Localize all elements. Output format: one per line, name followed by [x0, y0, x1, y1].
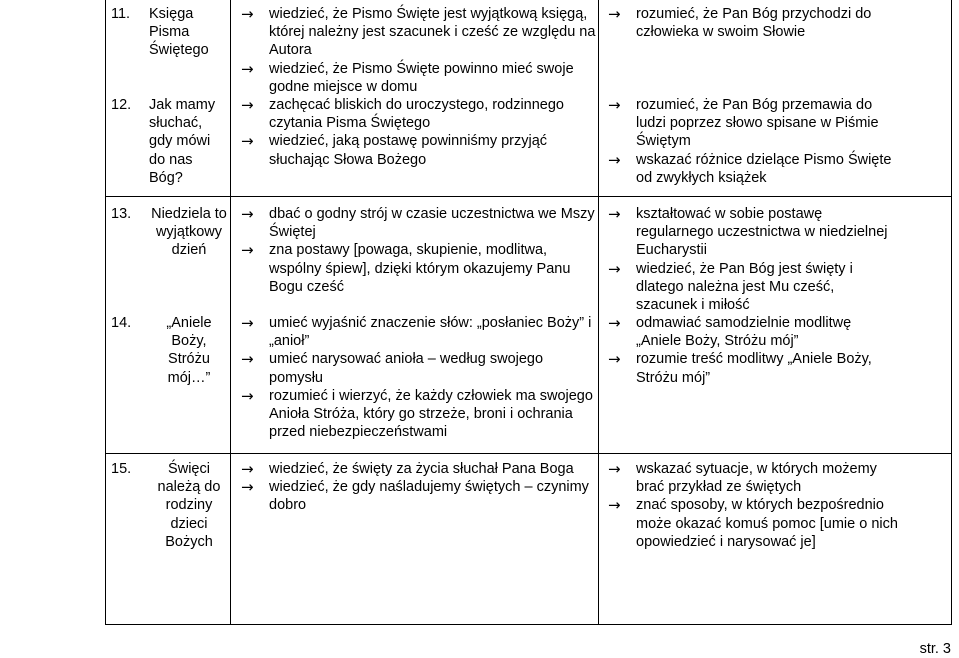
row-divider-1: [105, 196, 952, 197]
right-arrow-icon: →: [241, 460, 254, 478]
column-divider-1: [230, 0, 231, 625]
list-item: [608, 151, 898, 187]
right-arrow-icon: →: [608, 150, 621, 169]
table-border-bottom: [105, 624, 952, 625]
list-item-text: rozumie treść modlitwy „Aniele Boży, Stróżu mój”: [636, 351, 872, 386]
list-item: [241, 132, 596, 168]
right-arrow-icon: →: [241, 205, 254, 223]
right-arrow-icon: →: [608, 496, 621, 515]
list-item: [241, 96, 596, 132]
list-item: [241, 205, 596, 241]
right-arrow-icon: →: [608, 314, 621, 332]
right-arrow-icon: →: [608, 460, 621, 478]
right-arrow-icon: →: [241, 478, 254, 497]
list-item: [608, 260, 898, 315]
list-item: [608, 314, 898, 350]
requirements-list: [241, 460, 596, 515]
list-item-text: odmawiać samodzielnie modlitwę „Aniele Boży, Stróżu mój”: [636, 315, 852, 350]
right-arrow-icon: →: [241, 386, 254, 405]
topic-number: 14.: [111, 315, 132, 331]
list-item-text: umieć narysować anioła – według swojego pomysłu: [269, 351, 544, 386]
right-arrow-icon: →: [241, 314, 254, 332]
list-item-text: zachęcać bliskich do uroczystego, rodzinnego czytania Pisma Świętego: [269, 97, 564, 132]
list-item: [608, 205, 898, 260]
list-item-text: zna postawy [powaga, skupienie, modlitwa, wspólny śpiew], dzięki którym okazujemy Panu Bogu cześć: [269, 242, 571, 295]
table-border-left: [105, 0, 106, 625]
requirements-list: [608, 96, 898, 187]
topic-title: Niedziela to wyjątkowy dzień: [151, 206, 227, 259]
list-item: [241, 460, 596, 478]
right-arrow-icon: →: [608, 96, 621, 114]
requirements-list: [608, 314, 898, 387]
list-item-text: kształtować w sobie postawę regularnego uczestnictwa w niedzielnej Eucharystii: [636, 206, 888, 259]
topic-cell: [111, 314, 228, 387]
row-divider-2: [105, 453, 952, 454]
topic-number: 11.: [111, 6, 131, 22]
right-arrow-icon: →: [241, 5, 254, 23]
right-arrow-icon: →: [608, 350, 621, 369]
list-item: [241, 5, 596, 60]
list-item: [241, 350, 596, 386]
topic-title: Święci należą do rodziny dzieci Bożych: [157, 461, 221, 550]
topic-number: 13.: [111, 206, 132, 222]
list-item-text: wiedzieć, jaką postawę powinniśmy przyjąć słuchając Słowa Bożego: [269, 133, 548, 168]
list-item-text: umieć wyjaśnić znaczenie słów: „posłaniec Boży” i „anioł”: [269, 315, 592, 350]
list-item-text: dbać o godny strój w czasie uczestnictwa we Mszy Świętej: [269, 206, 595, 241]
column-divider-2: [598, 0, 599, 625]
list-item-text: wskazać sytuacje, w których możemy brać przykład ze świętych: [636, 461, 877, 496]
requirements-list: [241, 205, 596, 296]
topic-cell: [111, 460, 228, 551]
requirements-list: [241, 5, 596, 169]
right-arrow-icon: →: [241, 59, 254, 78]
requirements-list: [608, 5, 898, 41]
right-arrow-icon: →: [608, 259, 621, 278]
list-item-text: wiedzieć, że święty za życia słuchał Pana Boga: [269, 461, 574, 477]
table-border-right: [951, 0, 952, 625]
topic-number: 15.: [111, 461, 132, 477]
topic-cell: [111, 205, 228, 260]
list-item-text: wiedzieć, że Pismo Święte powinno mieć swoje godne miejsce w domu: [269, 60, 574, 95]
topic-number: 12.: [111, 97, 132, 113]
list-item: [241, 60, 596, 96]
list-item: [608, 5, 898, 41]
list-item: [608, 460, 898, 496]
list-item-text: rozumieć, że Pan Bóg przemawia do ludzi poprzez słowo spisane w Piśmie Świętym: [636, 97, 879, 150]
right-arrow-icon: →: [241, 132, 254, 151]
right-arrow-icon: →: [608, 5, 621, 23]
list-item: [608, 350, 898, 386]
topic-title: Księga Pisma Świętego: [149, 6, 209, 59]
right-arrow-icon: →: [241, 241, 254, 260]
requirements-list: [608, 205, 898, 314]
requirements-list: [608, 460, 898, 551]
list-item-text: znać sposoby, w których bezpośrednio może okazać komuś pomoc [umie o nich opowiedzieć i narysować je]: [636, 497, 898, 550]
right-arrow-icon: →: [241, 96, 254, 115]
list-item-text: wiedzieć, że gdy naśladujemy świętych – czynimy dobro: [269, 479, 589, 514]
list-item: [241, 478, 596, 514]
topic-cell: [111, 5, 228, 60]
requirements-list: [241, 314, 596, 441]
topic-title: Jak mamy słuchać, gdy mówi do nas Bóg?: [149, 97, 216, 186]
topic-cell: [111, 96, 228, 187]
list-item: [608, 496, 898, 551]
page-number: str. 3: [919, 641, 951, 657]
list-item: [608, 96, 898, 151]
list-item: [241, 314, 596, 350]
list-item-text: rozumieć i wierzyć, że każdy człowiek ma swojego Anioła Stróża, który go strzeże, broni i ochrania przed niebezpieczeństwami: [269, 387, 593, 441]
list-item-text: wiedzieć, że Pan Bóg jest święty i dlatego należna jest Mu cześć, szacunek i miłość: [636, 260, 853, 314]
topic-title: „Aniele Boży, Stróżu mój…”: [166, 315, 212, 386]
list-item: [241, 387, 596, 442]
list-item: [241, 241, 596, 296]
list-item-text: wskazać różnice dzielące Pismo Święte od zwykłych książek: [636, 151, 892, 186]
list-item-text: wiedzieć, że Pismo Święte jest wyjątkową księgą, której należny jest szacunek i cześć ze względu na Autora: [269, 6, 596, 59]
right-arrow-icon: →: [608, 205, 621, 223]
list-item-text: rozumieć, że Pan Bóg przychodzi do człowieka w swoim Słowie: [636, 6, 872, 41]
right-arrow-icon: →: [241, 350, 254, 369]
